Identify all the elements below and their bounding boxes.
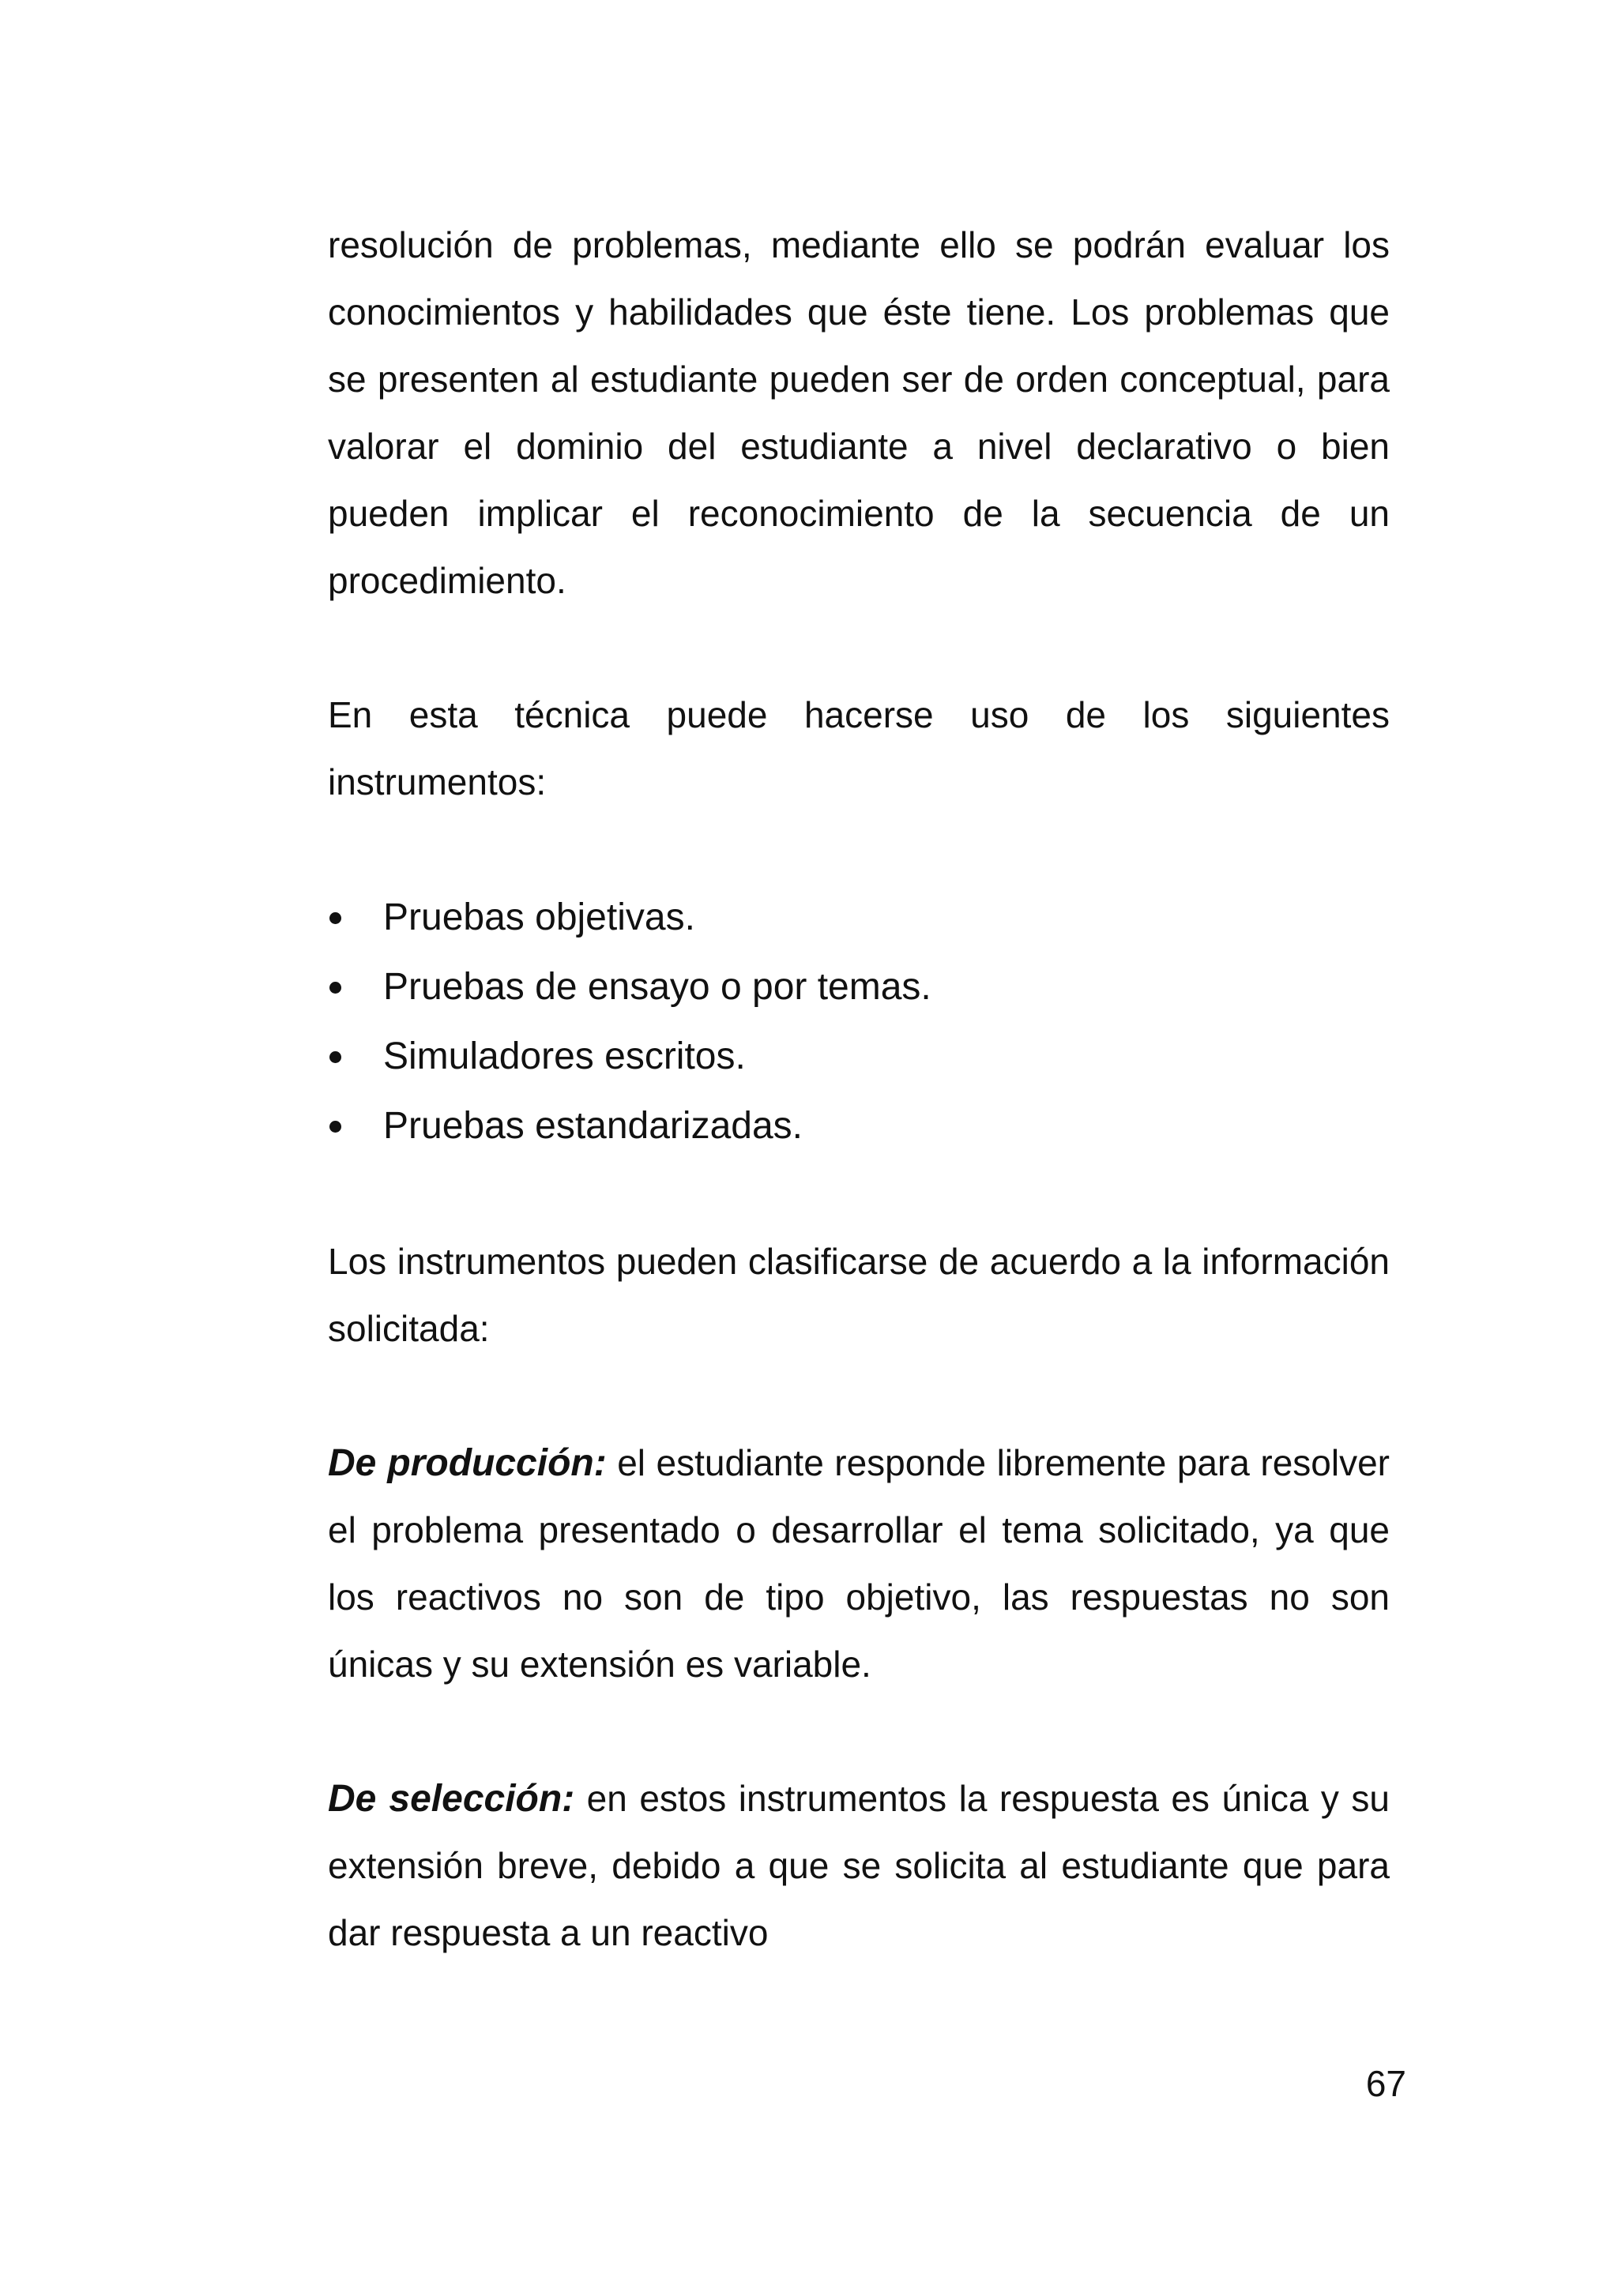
- bullet-icon: [329, 1121, 341, 1133]
- bullet-icon: [329, 912, 341, 924]
- list-item-label: Pruebas estandarizadas.: [383, 1105, 803, 1147]
- page-number: 67: [1365, 2063, 1406, 2104]
- term-de-seleccion: De selección:: [328, 1778, 575, 1820]
- paragraph-tecnica-instrumentos: En esta técnica puede hacerse uso de los siguientes instrumentos:: [328, 694, 1390, 802]
- list-item: [328, 883, 1390, 953]
- list-item-label: Pruebas de ensayo o por temas.: [383, 966, 931, 1008]
- list-item-label: Simuladores escritos.: [383, 1035, 746, 1077]
- paragraph-de-produccion: [328, 1430, 1390, 1698]
- term-de-produccion: De producción:: [328, 1442, 607, 1484]
- paragraph-resolucion-problemas: resolución de problemas, mediante ello se podrán evaluar los conocimientos y habilidades que éste tiene. Los problemas que se presenten al estudiante pueden ser de orden conceptual, para valorar el dominio del estudiante a nivel declarativo o bien pueden implicar el reconocimiento de la secuencia de un procedimiento.: [328, 224, 1390, 601]
- list-item: [328, 1022, 1390, 1092]
- paragraph-clasificacion: Los instrumentos pueden clasificarse de acuerdo a la información solicitada:: [328, 1241, 1390, 1349]
- definition-de-produccion: el estudiante responde libremente para resolver el problema presentado o desarrollar el tema solicitado, ya que los reactivos no son de tipo objetivo, las respuestas no son únicas y su extensión es variable.: [328, 1442, 1390, 1685]
- list-item: [328, 953, 1390, 1022]
- list-item-label: Pruebas objetivas.: [383, 896, 695, 938]
- bullet-icon: [329, 1051, 341, 1063]
- bullet-icon: [329, 982, 341, 994]
- instrument-list: [328, 883, 1390, 1161]
- definition-de-seleccion: en estos instrumentos la respuesta es única y su extensión breve, debido a que se solicita al estudiante que para dar respuesta a un reactivo: [328, 1778, 1390, 1953]
- paragraph-de-seleccion: [328, 1765, 1390, 1967]
- page-body: [328, 212, 1390, 1967]
- list-item: [328, 1092, 1390, 1161]
